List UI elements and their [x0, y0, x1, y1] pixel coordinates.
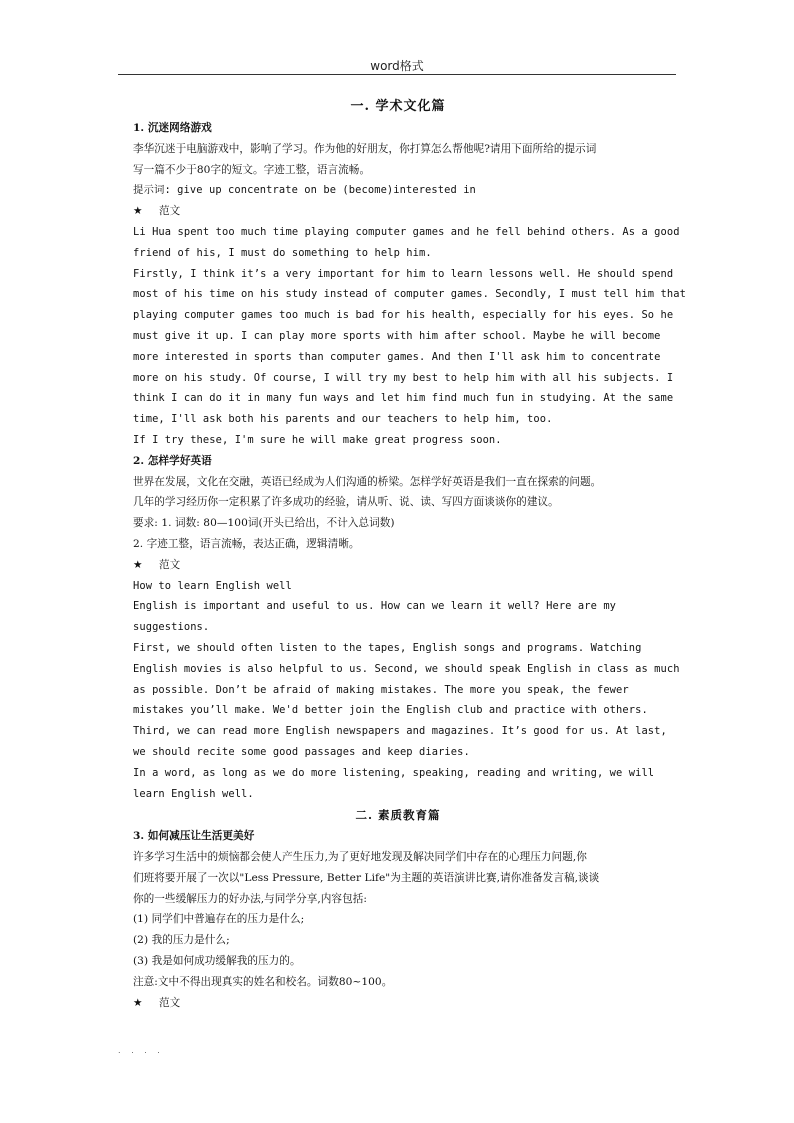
q2-essay-line: English is important and useful to us. How can we learn it well? Here are my: [133, 600, 617, 613]
q1-essay-line: Firstly, I think it’s a very important for him to learn lessons well. He should spend: [133, 267, 674, 280]
sample-label: 范文: [159, 558, 181, 571]
q2-prompt-line: 世界在发展，文化在交融，英语已经成为人们沟通的桥梁。怎样学好英语是我们一直在探索的问题。: [133, 475, 602, 488]
q2-essay-line: Third, we can read more English newspapers and magazines. It’s good for us. At last,: [133, 725, 667, 738]
q3-prompt-line: 注意:文中不得出现真实的姓名和校名。词数80~100。: [133, 975, 393, 988]
q1-essay-line: playing computer games too much is bad for his health, especially for his eyes. So he: [133, 309, 674, 322]
q2-sample-label: [133, 555, 663, 576]
q1-essay-line: time, I'll ask both his parents and our teachers to help him, too.: [133, 413, 553, 426]
q3-heading: 3. 如何减压让生活更美好: [133, 830, 255, 843]
q2-heading: 2. 怎样学好英语: [133, 454, 212, 467]
q2-essay-line: mistakes you’ll make. We'd better join the English club and practice with others.: [133, 704, 648, 717]
q3-prompt-line: 许多学习生活中的烦恼都会使人产生压力,为了更好地发现及解决同学们中存在的心理压力问题,你: [133, 851, 587, 864]
q1-essay-line: more interested in sports than computer games. And then I'll ask him to concentrate: [133, 350, 661, 363]
page-footer-dots: . . . .: [118, 1046, 164, 1055]
star-icon: ★: [133, 996, 143, 1009]
q3-prompt-line: 们班将要开展了一次以"Less Pressure, Better Life"为主题的英语演讲比赛,请你准备发言稿,谈谈: [133, 871, 600, 884]
q1-essay-line: most of his time on his study instead of computer games. Secondly, I must tell him that: [133, 288, 686, 301]
section-1-title: 一. 学术文化篇: [350, 99, 446, 114]
q1-essay-line: If I try these, I'm sure he will make great progress soon.: [133, 433, 502, 446]
q1-essay-line: think I can do it in many fun ways and let him find much fun in studying. At the same: [133, 392, 674, 405]
q2-essay-line: First, we should often listen to the tapes, English songs and programs. Watching: [133, 641, 642, 654]
section-2-title: 二. 素质教育篇: [355, 808, 441, 823]
q3-prompt-line: (1) 同学们中普遍存在的压力是什么;: [133, 913, 305, 926]
q2-essay-line: learn English well.: [133, 787, 254, 800]
q1-essay-line: friend of his, I must do something to help him.: [133, 246, 432, 259]
q2-essay-line: suggestions.: [133, 621, 210, 634]
page-header: word格式: [370, 59, 424, 73]
header-divider: [118, 74, 676, 75]
star-icon: ★: [133, 205, 143, 218]
q1-prompt-line: 写一篇不少于80字的短文。字迹工整，语言流畅。: [133, 163, 371, 176]
q2-prompt-line: 要求: 1. 词数: 80—100词(开头已给出，不计入总词数): [133, 517, 395, 530]
q2-prompt-line: 2. 字迹工整，语言流畅，表达正确，逻辑清晰。: [133, 537, 360, 550]
q2-prompt-line: 几年的学习经历你一定积累了许多成功的经验，请从听、说、读、写四方面谈谈你的建议。: [133, 496, 559, 509]
q2-essay-line: as possible. Don’t be afraid of making mistakes. The more you speak, the fewer: [133, 683, 629, 696]
q1-essay-line: more on his study. Of course, I will try my best to help him with all his subjects. I: [133, 371, 674, 384]
q3-prompt-line: (2) 我的压力是什么;: [133, 934, 230, 947]
q1-prompt-line: 提示词: give up concentrate on be (become)interested in: [133, 184, 476, 197]
q2-essay-line: English movies is also helpful to us. Second, we should speak English in class as much: [133, 662, 680, 675]
q1-sample-label: [133, 201, 663, 222]
q2-essay-line: we should recite some good passages and keep diaries.: [133, 745, 470, 758]
q3-prompt-line: 你的一些缓解压力的好办法,与同学分享,内容包括:: [133, 892, 367, 905]
q2-essay-line: How to learn English well: [133, 579, 292, 592]
q1-essay-line: Li Hua spent too much time playing computer games and he fell behind others. As a good: [133, 225, 680, 238]
sample-label: 范文: [159, 205, 181, 218]
sample-label: 范文: [159, 996, 181, 1009]
document-body: [133, 96, 686, 1013]
q1-essay-line: must give it up. I can play more sports with him after school. Maybe he will become: [133, 329, 661, 342]
q3-prompt-line: (3) 我是如何成功缓解我的压力的。: [133, 955, 301, 968]
q2-essay-line: In a word, as long as we do more listening, speaking, reading and writing, we will: [133, 766, 655, 779]
q3-sample-label: [133, 993, 663, 1014]
q1-prompt-line: 李华沉迷于电脑游戏中，影响了学习。作为他的好朋友，你打算怎么帮他呢?请用下面所给的提示词: [133, 142, 597, 155]
star-icon: ★: [133, 558, 143, 571]
q1-heading: 1. 沉迷网络游戏: [133, 122, 212, 134]
